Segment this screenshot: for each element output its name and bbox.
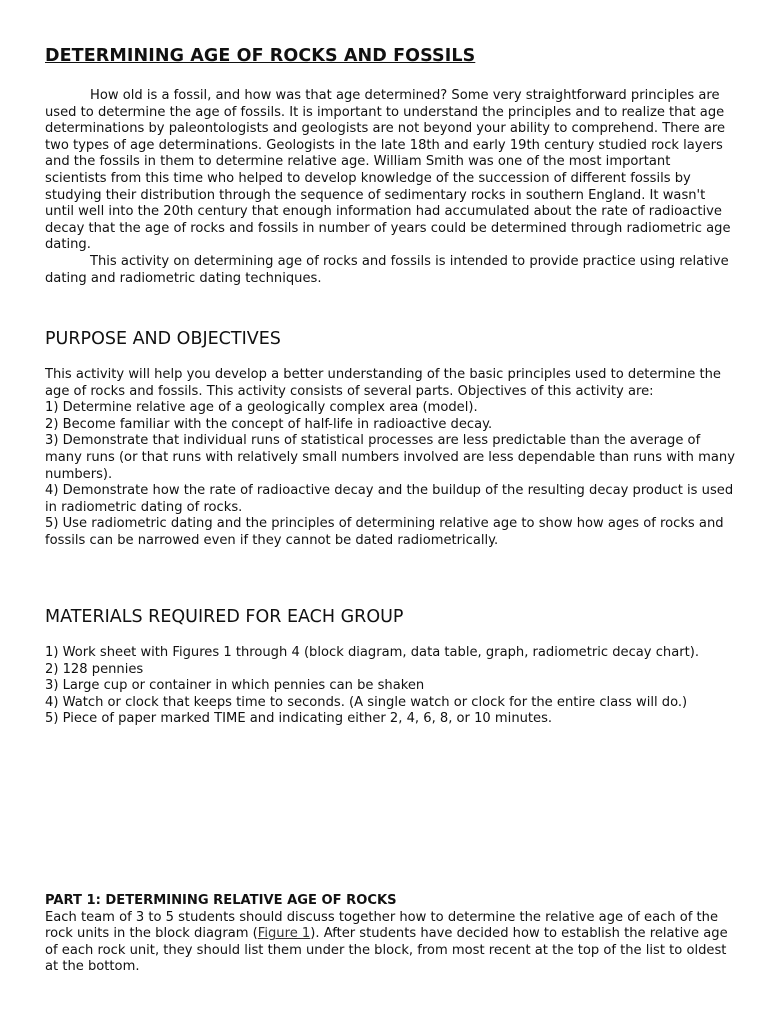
figure-1-link[interactable]: Figure 1 [257,926,311,942]
part1-paragraph [45,910,735,976]
intro-paragraph-1: How old is a fossil, and how was that age determined? Some very straightforward principles are used to determine the age of fossils. It is important to understand the principles and to realize that age determinations by paleontologists and geologists are not beyond your ability to comprehend. There are two types of age determinations. Geologists in the late 18th and early 19th century studied rock layers and the fossils in them to determine relative age. William Smith was one of the most important scientists from this time who helped to develop knowledge of the succession of different fossils by studying their distribution through the sequence of sedimentary rocks in southern England. It wasn't until well into the 20th century that enough information had accumulated about the rate of radioactive decay that the age of rocks and fossils in number of years could be determined through radiometric age dating. [45,88,731,253]
material-item-3: 3) Large cup or container in which pennies can be shaken [45,678,425,694]
intro-paragraph-2: This activity on determining age of rocks and fossils is intended to provide practice using relative dating and radiometric dating techniques. [45,253,729,286]
part1-text-after: ). After students have decided how to establish the relative age of each rock unit, they should list them under the block, from most recent at the top of the list to oldest at the bottom. [45,926,728,975]
materials-heading: MATERIALS REQUIRED FOR EACH GROUP [45,607,404,627]
intro-section [45,88,735,287]
document-title: DETERMINING AGE OF ROCKS AND FOSSILS [45,46,476,66]
material-item-4: 4) Watch or clock that keeps time to seconds. (A single watch or clock for the entire class will do.) [45,694,688,710]
objective-item-3: 3) Demonstrate that individual runs of statistical processes are less predictable than the average of many runs (or that runs with relatively small numbers involved are less dependable than runs with many numbers). [45,433,735,482]
material-item-2: 2) 128 pennies [45,661,144,677]
part1-text-before: Each team of 3 to 5 students should discuss together how to determine the relative age of each of the rock units in the block diagram ( [45,909,719,942]
material-item-5: 5) Piece of paper marked TIME and indicating either 2, 4, 6, 8, or 10 minutes. [45,711,553,727]
objective-item-4: 4) Demonstrate how the rate of radioactive decay and the buildup of the resulting decay product is used in radiometric dating of rocks. [45,483,734,515]
material-item-1: 1) Work sheet with Figures 1 through 4 (block diagram, data table, graph, radiometric decay chart). [45,645,700,660]
purpose-heading: PURPOSE AND OBJECTIVES [45,329,281,349]
purpose-lead: This activity will help you develop a better understanding of the basic principles used to determine the age of rocks and fossils. This activity consists of several parts. Objectives of this activity are: [45,367,721,399]
materials-section [45,645,735,728]
objective-item-2: 2) Become familiar with the concept of half-life in radioactive decay. [45,416,493,432]
part1-section [45,893,735,976]
objective-item-1: 1) Determine relative age of a geologically complex area (model). [45,400,478,416]
purpose-section [45,367,735,550]
objective-item-5: 5) Use radiometric dating and the principles of determining relative age to show how ages of rocks and fossils can be narrowed even if they cannot be dated radiometrically. [45,516,724,548]
part1-heading: PART 1: DETERMINING RELATIVE AGE OF ROCKS [45,893,397,908]
